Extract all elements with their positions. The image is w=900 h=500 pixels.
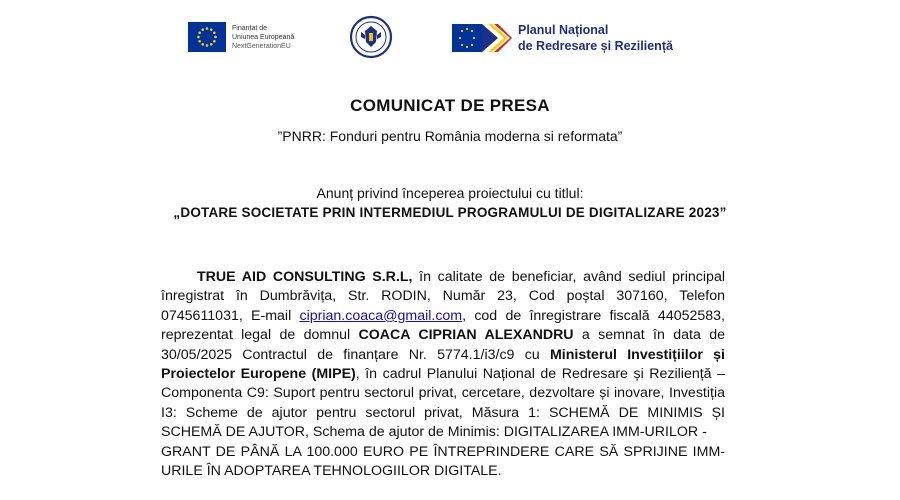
announcement-line: Anunț privind începerea proiectului cu titlul: [316, 185, 584, 201]
pnrr-logo-line1: Planul Național [518, 23, 609, 37]
ministry-name: Ministerul Investițiilor și Proiectelor Europene (MIPE) [161, 346, 726, 383]
body-text-part1: în calitate de beneficiar, având sediul principal înregistrat în Dumbrăvița, Str. RODIN, Număr 23, Cod poștal 307160, Telefon 0745611031, E-mail [161, 269, 725, 324]
body-text-part2: , cod de înregistrare fiscală 44052583, reprezentat legal de domnul [161, 307, 725, 344]
eu-funding-logo [188, 22, 294, 52]
email-link[interactable]: ciprian.coaca@gmail.com [299, 307, 463, 324]
grant-line: GRANT DE PÂNĂ LA 100.000 EURO PE ÎNTREPRINDERE CARE SĂ SPRIJINE IMM-URILE ÎN ADOPTAREA TEHNOLOGIILOR DIGITALE. [161, 443, 725, 480]
company-name: TRUE AID CONSULTING S.R.L, [197, 269, 413, 285]
romanian-government-seal-icon [349, 15, 393, 59]
eu-logo-line1: Finanțat de [232, 24, 268, 32]
pnrr-logo-text [518, 22, 673, 54]
body-text-part4: , în cadrul Planului Național de Redresare și Reziliență – Componenta C9: Suport pentru sectorul privat, cercetare, dezvoltare și inovare, Investiția I3: Scheme de ajutor pentru sectorul privat, Măsura 1: SCHEMĂ DE MINIMIS ȘI SCHEMĂ DE AJUTOR, Schema de ajutor de Minimis: DIGITALIZAREA IMM-URILOR - [161, 366, 725, 441]
eu-flag-icon [188, 22, 226, 52]
eu-logo-line3: NextGenerationEU [232, 42, 291, 50]
pnrr-mark-icon [452, 20, 512, 56]
press-release-subtitle: ”PNRR: Fonduri pentru România moderna si reformata” [277, 128, 623, 144]
body-text-part3: a semnat în data de 30/05/2025 Contractul de finanțare Nr. 5774.1/i3/c9 cu [161, 327, 725, 363]
header-logos [0, 0, 900, 80]
pnrr-logo [452, 20, 673, 56]
body-paragraph [161, 268, 725, 443]
press-release-title: COMUNICAT DE PRESA [350, 96, 550, 115]
project-title: „DOTARE SOCIETATE PRIN INTERMEDIUL PROGRAMULUI DE DIGITALIZARE 2023” [173, 205, 727, 220]
representative-name: COACA CIPRIAN ALEXANDRU [358, 327, 574, 344]
eu-logo-line2: Uniunea Europeană [232, 33, 295, 41]
press-release-body [161, 268, 725, 481]
eu-logo-text [232, 24, 294, 51]
pnrr-logo-line2: de Redresare și Reziliență [518, 39, 673, 53]
